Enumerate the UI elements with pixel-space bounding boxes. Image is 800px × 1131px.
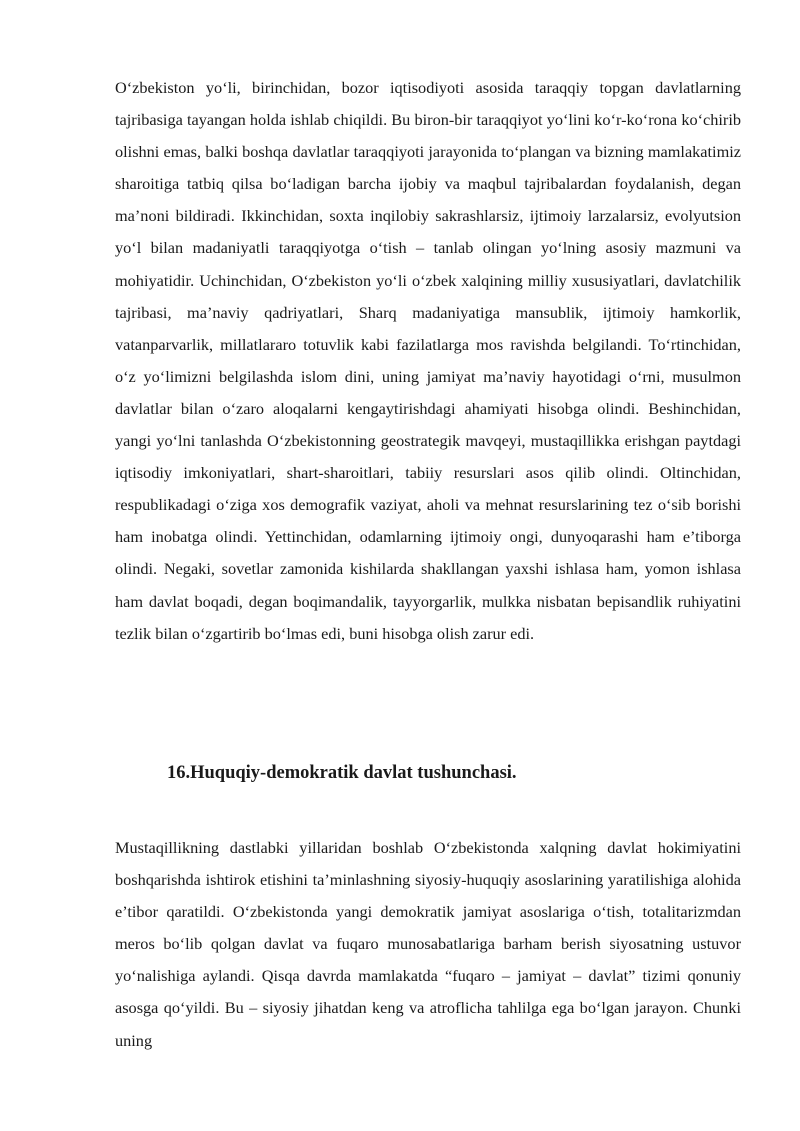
section-heading: 16.Huquqiy-demokratik davlat tushunchasi. (167, 763, 517, 783)
body-paragraph-1: O‘zbekiston yo‘li, birinchidan, bozor iqtisodiyoti asosida taraqqiy topgan davlatlarning tajribasiga tayangan holda ishlab chiqildi. Bu biron-bir taraqqiyot yo‘lini ko‘r-ko‘rona ko‘chirib olishni emas, balki boshqa davlatlar taraqqiyoti jarayonida to‘plangan va bizning mamlakatimiz sharoitiga tatbiq qilsa bo‘ladigan barcha ijobiy va maqbul tajribalardan foydalanish, degan ma’noni bildiradi. Ikkinchidan, soxta inqilobiy sakrashlarsiz, ijtimoiy larzalarsiz, evolyutsion yo‘l bilan madaniyatli taraqqiyotga o‘tish – tanlab olingan yo‘lning asosiy mazmuni va mohiyatidir. Uchinchidan, O‘zbekiston yo‘li o‘zbek xalqining milliy xususiyatlari, davlatchilik tajribasi, ma’naviy qadriyatlari, Sharq madaniyatiga mansublik, ijtimoiy hamkorlik, vatanparvarlik, millatlararo totuvlik kabi fazilatlarga mos ravishda belgilandi. To‘rtinchidan, o‘z yo‘limizni belgilashda islom dini, uning jamiyat ma’naviy hayotidagi o‘rni, musulmon davlatlar bilan o‘zaro aloqalarni kengaytirishdagi ahamiyati hisobga olindi. Beshinchidan, yangi yo‘lni tanlashda O‘zbekistonning geostrategik mavqeyi, mustaqillikka erishgan paytdagi iqtisodiy imkoniyatlari, shart-sharoitlari, tabiiy resurslari asos qilib olindi. Oltinchidan, respublikadagi o‘ziga xos demografik vaziyat, aholi va mehnat resurslarining tez o‘sib borishi ham inobatga olindi. Yettinchidan, odamlarning ijtimoiy ongi, dunyoqarashi ham e’tiborga olindi. Negaki, sovetlar zamonida kishilarda shakllangan yaxshi ishlasa ham, yomon ishlasa ham davlat boqadi, degan boqimandalik, tayyorgarlik, mulkka nisbatan bepisandlik ruhiyatini tezlik bilan o‘zgartirib bo‘lmas edi, buni hisobga olish zarur edi. (115, 78, 741, 643)
body-paragraph-2: Mustaqillikning dastlabki yillaridan boshlab O‘zbekistonda xalqning davlat hokimiyatini boshqarishda ishtirok etishini ta’minlashning siyosiy-huquqiy asoslarining yaratilishiga alohida e’tibor qaratildi. O‘zbekistonda yangi demokratik jamiyat asoslariga o‘tish, totalitarizmdan meros bo‘lib qolgan davlat va fuqaro munosabatlariga barham berish siyosatning ustuvor yo‘nalishiga aylandi. Qisqa davrda mamlakatda “fuqaro – jamiyat – davlat” tizimi qonuniy asosga qo‘yildi. Bu – siyosiy jihatdan keng va atroflicha tahlilga ega bo‘lgan jarayon. Chunki uning (115, 838, 741, 1050)
